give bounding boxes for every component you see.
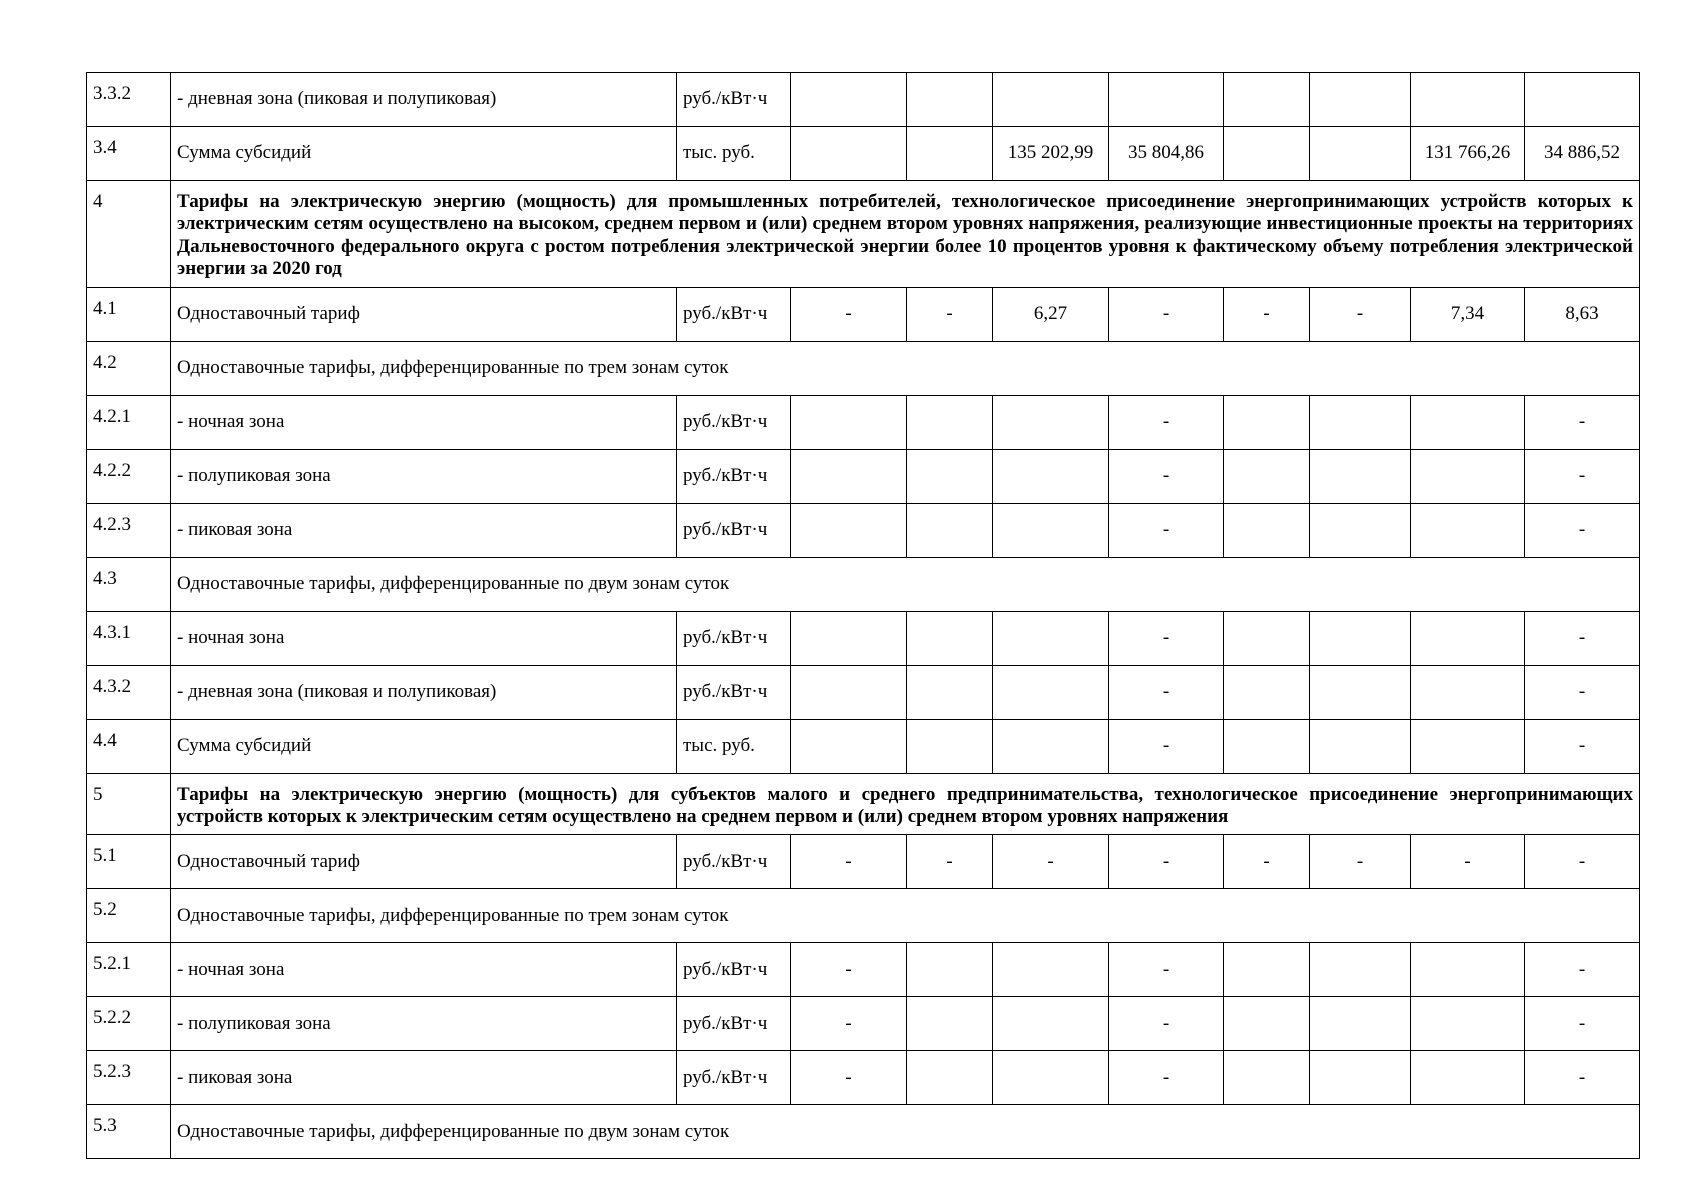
value-cell: - bbox=[1525, 665, 1640, 719]
value-cell bbox=[1109, 73, 1224, 127]
value-cell bbox=[993, 1051, 1109, 1105]
value-cell: 135 202,99 bbox=[993, 127, 1109, 181]
value-cell bbox=[1224, 73, 1310, 127]
value-cell: - bbox=[1109, 1051, 1224, 1105]
row-name: Сумма субсидий bbox=[171, 719, 677, 773]
value-cell: - bbox=[1525, 719, 1640, 773]
value-cell bbox=[1224, 943, 1310, 997]
value-cell bbox=[1411, 1051, 1525, 1105]
table-row bbox=[87, 1051, 1640, 1105]
subsection-row bbox=[87, 1105, 1640, 1159]
value-cell bbox=[1310, 665, 1411, 719]
value-cell: - bbox=[1109, 997, 1224, 1051]
value-cell: - bbox=[1310, 835, 1411, 889]
value-cell bbox=[1310, 943, 1411, 997]
subsection-heading: Одноставочные тарифы, дифференцированные по двум зонам суток bbox=[171, 1105, 1640, 1159]
value-cell bbox=[907, 73, 993, 127]
row-number: 4 bbox=[87, 181, 171, 288]
row-number: 5.3 bbox=[87, 1105, 171, 1159]
value-cell: - bbox=[1109, 287, 1224, 341]
section-row bbox=[87, 773, 1640, 835]
value-cell: - bbox=[1224, 835, 1310, 889]
table-row bbox=[87, 449, 1640, 503]
value-cell bbox=[993, 943, 1109, 997]
table-row bbox=[87, 287, 1640, 341]
row-number: 5.2 bbox=[87, 889, 171, 943]
value-cell bbox=[993, 449, 1109, 503]
value-cell bbox=[907, 943, 993, 997]
row-name: - дневная зона (пиковая и полупиковая) bbox=[171, 665, 677, 719]
row-number: 3.3.2 bbox=[87, 73, 171, 127]
value-cell bbox=[993, 665, 1109, 719]
row-unit: руб./кВт·ч bbox=[677, 997, 791, 1051]
row-number: 4.2.1 bbox=[87, 395, 171, 449]
value-cell bbox=[1310, 127, 1411, 181]
value-cell: 131 766,26 bbox=[1411, 127, 1525, 181]
value-cell: - bbox=[907, 287, 993, 341]
row-name: - полупиковая зона bbox=[171, 997, 677, 1051]
value-cell bbox=[907, 449, 993, 503]
row-name: - ночная зона bbox=[171, 611, 677, 665]
table-row bbox=[87, 835, 1640, 889]
value-cell bbox=[1310, 719, 1411, 773]
value-cell: - bbox=[791, 943, 907, 997]
value-cell bbox=[993, 503, 1109, 557]
row-unit: руб./кВт·ч bbox=[677, 665, 791, 719]
table-row bbox=[87, 503, 1640, 557]
row-number: 4.3 bbox=[87, 557, 171, 611]
table-row bbox=[87, 943, 1640, 997]
value-cell bbox=[1224, 395, 1310, 449]
value-cell bbox=[1411, 73, 1525, 127]
value-cell bbox=[907, 1051, 993, 1105]
row-number: 5.1 bbox=[87, 835, 171, 889]
row-name: - пиковая зона bbox=[171, 1051, 677, 1105]
row-number: 4.4 bbox=[87, 719, 171, 773]
value-cell bbox=[1411, 719, 1525, 773]
value-cell: - bbox=[791, 835, 907, 889]
row-number: 4.3.2 bbox=[87, 665, 171, 719]
row-unit: руб./кВт·ч bbox=[677, 943, 791, 997]
tariff-table bbox=[86, 72, 1640, 1159]
value-cell bbox=[791, 665, 907, 719]
row-number: 4.2.3 bbox=[87, 503, 171, 557]
value-cell bbox=[1224, 665, 1310, 719]
value-cell: - bbox=[1109, 835, 1224, 889]
row-number: 5.2.1 bbox=[87, 943, 171, 997]
table-row bbox=[87, 997, 1640, 1051]
value-cell bbox=[1411, 503, 1525, 557]
value-cell bbox=[1310, 997, 1411, 1051]
value-cell bbox=[1224, 611, 1310, 665]
value-cell: - bbox=[1310, 287, 1411, 341]
value-cell: - bbox=[1525, 449, 1640, 503]
subsection-heading: Одноставочные тарифы, дифференцированные по трем зонам суток bbox=[171, 889, 1640, 943]
value-cell bbox=[907, 997, 993, 1051]
value-cell bbox=[1411, 665, 1525, 719]
subsection-row bbox=[87, 889, 1640, 943]
value-cell bbox=[1411, 997, 1525, 1051]
row-unit: руб./кВт·ч bbox=[677, 611, 791, 665]
value-cell: - bbox=[1224, 287, 1310, 341]
row-unit: руб./кВт·ч bbox=[677, 503, 791, 557]
section-heading: Тарифы на электрическую энергию (мощность) для субъектов малого и среднего предпринимательства, технологическое присоединение энергопринимающих устройств которых к электрическим сетям осуществлено на среднем первом и (или) среднем втором уровнях напряжения bbox=[171, 773, 1640, 835]
value-cell: - bbox=[1525, 997, 1640, 1051]
value-cell: - bbox=[791, 997, 907, 1051]
value-cell bbox=[993, 73, 1109, 127]
value-cell bbox=[791, 449, 907, 503]
row-name: - дневная зона (пиковая и полупиковая) bbox=[171, 73, 677, 127]
value-cell bbox=[791, 503, 907, 557]
value-cell: 34 886,52 bbox=[1525, 127, 1640, 181]
subsection-heading: Одноставочные тарифы, дифференцированные по двум зонам суток bbox=[171, 557, 1640, 611]
row-name: - пиковая зона bbox=[171, 503, 677, 557]
value-cell bbox=[993, 611, 1109, 665]
value-cell bbox=[1224, 127, 1310, 181]
value-cell bbox=[907, 503, 993, 557]
value-cell: - bbox=[1525, 835, 1640, 889]
value-cell bbox=[907, 395, 993, 449]
row-unit: тыс. руб. bbox=[677, 719, 791, 773]
value-cell bbox=[1310, 449, 1411, 503]
value-cell: 8,63 bbox=[1525, 287, 1640, 341]
row-number: 4.2 bbox=[87, 341, 171, 395]
value-cell: - bbox=[1525, 1051, 1640, 1105]
value-cell: - bbox=[1109, 943, 1224, 997]
row-number: 4.3.1 bbox=[87, 611, 171, 665]
value-cell bbox=[907, 665, 993, 719]
section-heading: Тарифы на электрическую энергию (мощность) для промышленных потребителей, технологическое присоединение энергопринимающих устройств которых к электрическим сетям осуществлено на высоком, среднем первом и (или) среднем втором уровнях напряжения, реализующие инвестиционные проекты на территориях Дальневосточного федерального округа с ростом потребления электрической энергии более 10 процентов уровня к фактическому объему потребления электрической энергии за 2020 год bbox=[171, 181, 1640, 288]
value-cell bbox=[791, 395, 907, 449]
table-row bbox=[87, 73, 1640, 127]
table-row bbox=[87, 395, 1640, 449]
value-cell: 7,34 bbox=[1411, 287, 1525, 341]
value-cell bbox=[1224, 1051, 1310, 1105]
row-name: - ночная зона bbox=[171, 943, 677, 997]
row-number: 5 bbox=[87, 773, 171, 835]
value-cell bbox=[1310, 503, 1411, 557]
value-cell: - bbox=[1525, 943, 1640, 997]
value-cell: - bbox=[1109, 665, 1224, 719]
value-cell bbox=[993, 395, 1109, 449]
subsection-heading: Одноставочные тарифы, дифференцированные по трем зонам суток bbox=[171, 341, 1640, 395]
value-cell bbox=[1411, 611, 1525, 665]
row-number: 4.1 bbox=[87, 287, 171, 341]
value-cell: - bbox=[791, 287, 907, 341]
row-unit: руб./кВт·ч bbox=[677, 449, 791, 503]
row-number: 5.2.2 bbox=[87, 997, 171, 1051]
value-cell bbox=[791, 611, 907, 665]
row-unit: руб./кВт·ч bbox=[677, 835, 791, 889]
value-cell: - bbox=[1525, 395, 1640, 449]
value-cell bbox=[907, 127, 993, 181]
table-row bbox=[87, 127, 1640, 181]
value-cell bbox=[1310, 73, 1411, 127]
value-cell: - bbox=[1109, 503, 1224, 557]
row-name: Сумма субсидий bbox=[171, 127, 677, 181]
row-name: Одноставочный тариф bbox=[171, 287, 677, 341]
row-name: - полупиковая зона bbox=[171, 449, 677, 503]
table-row bbox=[87, 719, 1640, 773]
subsection-row bbox=[87, 557, 1640, 611]
value-cell: - bbox=[1109, 611, 1224, 665]
row-unit: тыс. руб. bbox=[677, 127, 791, 181]
value-cell bbox=[907, 611, 993, 665]
value-cell bbox=[1310, 611, 1411, 665]
value-cell: - bbox=[791, 1051, 907, 1105]
row-name: Одноставочный тариф bbox=[171, 835, 677, 889]
row-unit: руб./кВт·ч bbox=[677, 1051, 791, 1105]
value-cell: 35 804,86 bbox=[1109, 127, 1224, 181]
table-row bbox=[87, 611, 1640, 665]
value-cell: - bbox=[1109, 719, 1224, 773]
row-unit: руб./кВт·ч bbox=[677, 287, 791, 341]
table-body bbox=[87, 73, 1640, 1159]
value-cell: - bbox=[907, 835, 993, 889]
value-cell bbox=[1411, 395, 1525, 449]
row-unit: руб./кВт·ч bbox=[677, 73, 791, 127]
value-cell bbox=[993, 719, 1109, 773]
value-cell: - bbox=[993, 835, 1109, 889]
row-number: 3.4 bbox=[87, 127, 171, 181]
value-cell bbox=[791, 127, 907, 181]
section-row bbox=[87, 181, 1640, 288]
value-cell bbox=[1411, 943, 1525, 997]
value-cell bbox=[1224, 449, 1310, 503]
value-cell bbox=[1224, 503, 1310, 557]
value-cell bbox=[1411, 449, 1525, 503]
value-cell bbox=[791, 73, 907, 127]
row-unit: руб./кВт·ч bbox=[677, 395, 791, 449]
value-cell: - bbox=[1525, 503, 1640, 557]
row-number: 4.2.2 bbox=[87, 449, 171, 503]
value-cell bbox=[1310, 1051, 1411, 1105]
row-name: - ночная зона bbox=[171, 395, 677, 449]
value-cell: - bbox=[1525, 611, 1640, 665]
value-cell bbox=[1224, 997, 1310, 1051]
value-cell bbox=[1224, 719, 1310, 773]
value-cell: 6,27 bbox=[993, 287, 1109, 341]
value-cell bbox=[1310, 395, 1411, 449]
value-cell bbox=[1525, 73, 1640, 127]
table-row bbox=[87, 665, 1640, 719]
value-cell bbox=[993, 997, 1109, 1051]
subsection-row bbox=[87, 341, 1640, 395]
row-number: 5.2.3 bbox=[87, 1051, 171, 1105]
value-cell: - bbox=[1411, 835, 1525, 889]
value-cell: - bbox=[1109, 395, 1224, 449]
value-cell bbox=[907, 719, 993, 773]
value-cell bbox=[791, 719, 907, 773]
value-cell: - bbox=[1109, 449, 1224, 503]
